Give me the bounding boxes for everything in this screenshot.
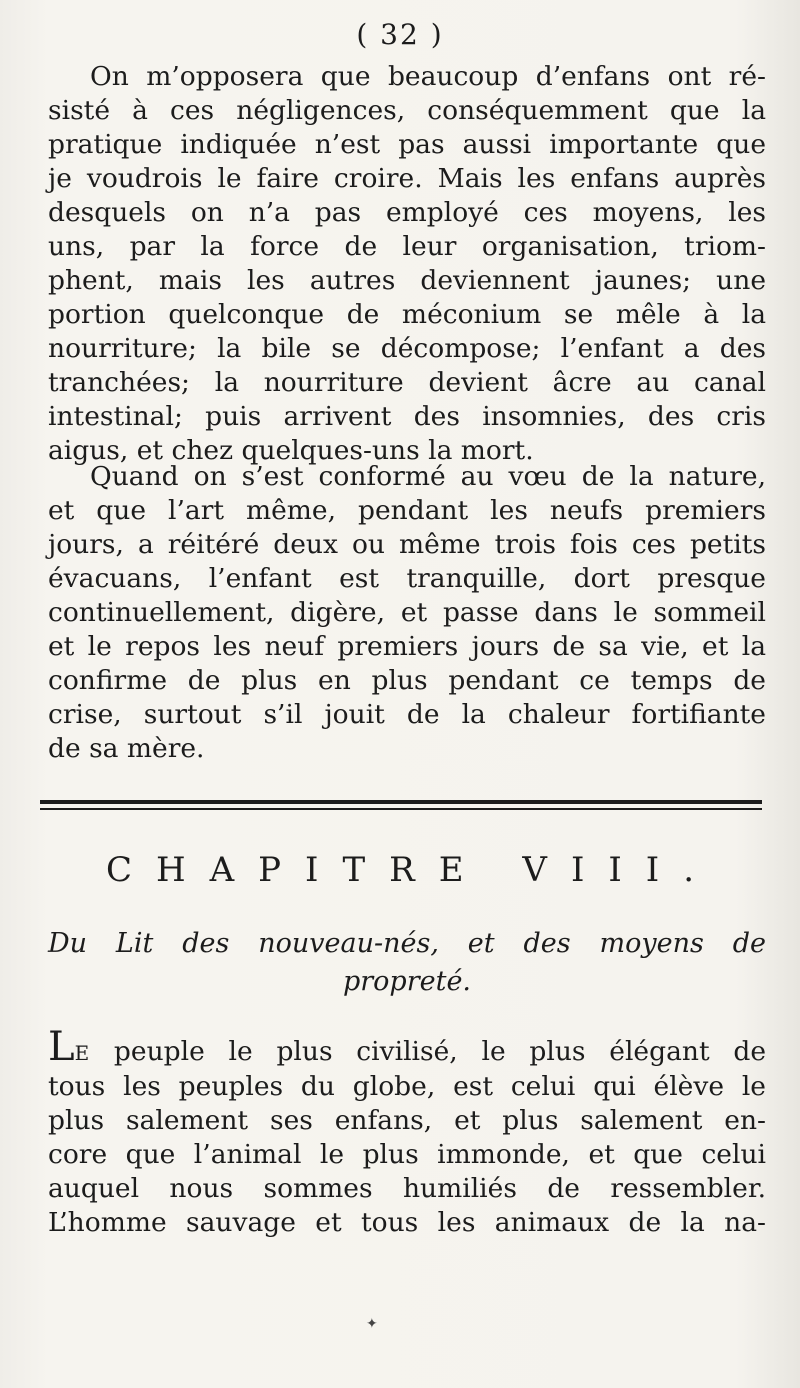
text-line: uns, par la force de leur organisation, triom-: [48, 231, 766, 262]
text-line: et le repos les neuf premiers jours de sa vie, et la: [48, 631, 766, 662]
text-line: évacuans, l’enfant est tranquille, dort presque: [48, 563, 766, 594]
small-capital: E: [74, 1041, 91, 1065]
text-line: aigus, et chez quelques-uns la mort.: [48, 435, 534, 466]
paragraph-1: [48, 60, 766, 468]
chapter-subtitle: [48, 925, 766, 1001]
chapter-heading: CHAPITRE VIII.: [105, 850, 719, 890]
text-line: confirme de plus en plus pendant ce temps de: [48, 665, 766, 696]
text-line: auquel nous sommes humiliés de ressembler.: [48, 1173, 766, 1204]
text-line: tous les peuples du globe, est celui qui élève le: [48, 1071, 766, 1102]
text-line: portion quelconque de méconium se mêle à la: [48, 299, 766, 330]
text-line: L’homme sauvage et tous les animaux de la na-: [48, 1207, 766, 1238]
drop-capital: L: [48, 1024, 75, 1070]
page-number: ( 32 ): [356, 18, 444, 51]
text-line: desquels on n’a pas employé ces moyens, les: [48, 197, 766, 228]
ink-speck: ✦: [366, 1316, 378, 1332]
subtitle-line: propreté.: [342, 966, 472, 997]
text-line: crise, surtout s’il jouit de la chaleur fortifiante: [48, 699, 766, 730]
text-line: continuellement, digère, et passe dans le sommeil: [48, 597, 766, 628]
paragraph-3: [48, 1024, 766, 1240]
text-line: et que l’art même, pendant les neufs premiers: [48, 495, 766, 526]
text-line: intestinal; puis arrivent des insomnies, des cris: [48, 401, 766, 432]
text-line-rest: peuple le plus civilisé, le plus élégant de: [90, 1036, 766, 1067]
text-line: nourriture; la bile se décompose; l’enfant a des: [48, 333, 766, 364]
paragraph-2: [48, 460, 766, 766]
text-line-first: [48, 1024, 766, 1070]
text-line: tranchées; la nourriture devient âcre au canal: [48, 367, 766, 398]
text-line: pratique indiquée n’est pas aussi importante que: [48, 129, 766, 160]
text-line: On m’opposera que beaucoup d’enfans ont ré-: [90, 61, 766, 92]
text-line: Quand on s’est conformé au vœu de la nature,: [90, 461, 766, 492]
text-line: de sa mère.: [48, 733, 205, 764]
text-line: sisté à ces négligences, conséquemment que la: [48, 95, 766, 126]
text-line: core que l’animal le plus immonde, et que celui: [48, 1139, 766, 1170]
section-divider-thin: [40, 808, 762, 810]
section-divider-thick: [40, 800, 762, 804]
text-line: phent, mais les autres deviennent jaunes; une: [48, 265, 766, 296]
text-line: jours, a réitéré deux ou même trois fois ces petits: [48, 529, 766, 560]
text-line: plus salement ses enfans, et plus salement en-: [48, 1105, 766, 1136]
text-line: je voudrois le faire croire. Mais les enfans auprès: [48, 163, 766, 194]
subtitle-line: Du Lit des nouveau-nés, et des moyens de: [48, 928, 766, 959]
